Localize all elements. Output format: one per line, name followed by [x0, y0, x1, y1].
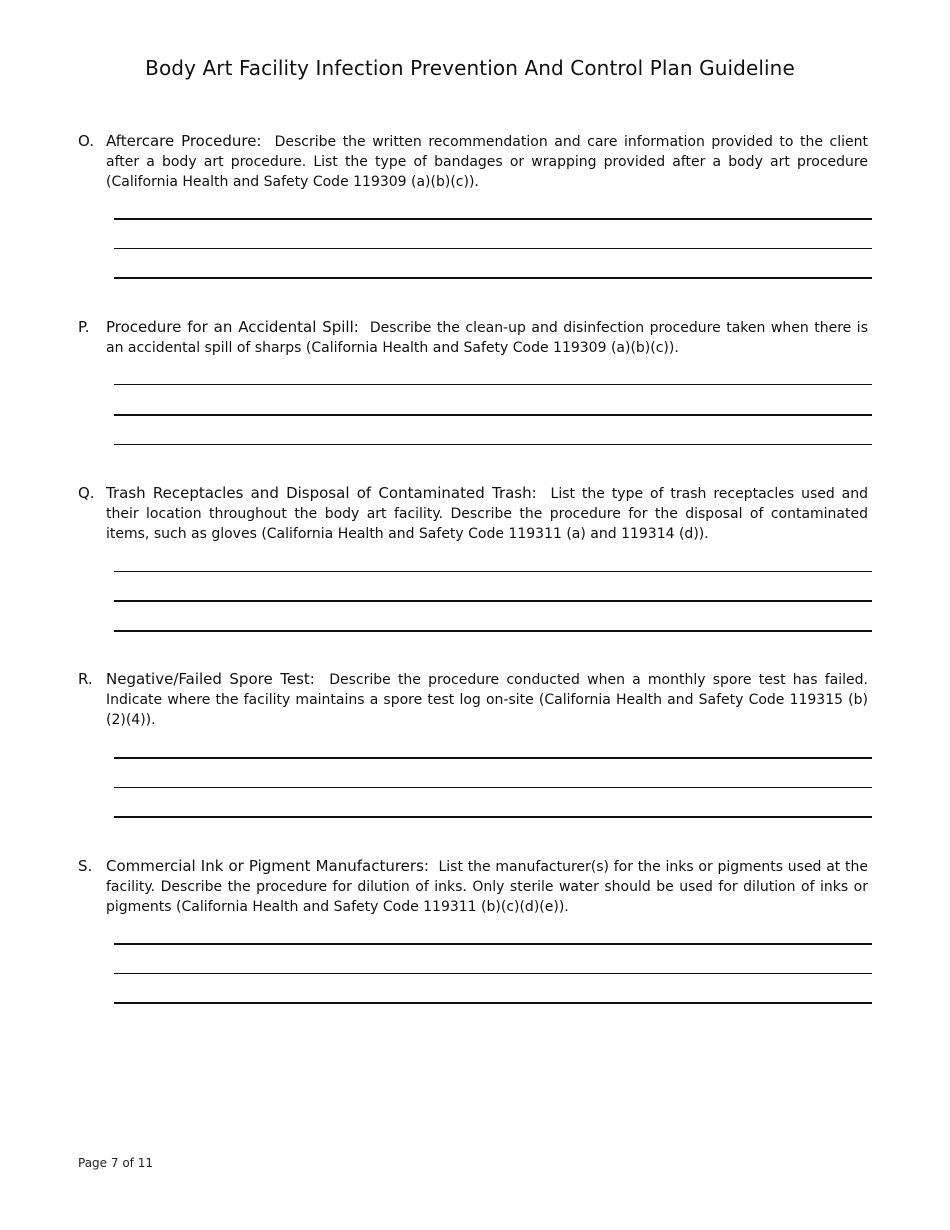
answer-line[interactable]	[114, 943, 872, 945]
page-number: Page 7 of 11	[78, 1156, 153, 1170]
answer-line[interactable]	[114, 277, 872, 279]
section-description	[106, 856, 868, 917]
section-s	[78, 856, 873, 1008]
section-p	[78, 317, 873, 447]
answer-line[interactable]	[114, 816, 872, 818]
answer-line[interactable]	[114, 571, 872, 572]
section-heading: Negative/Failed Spore Test:	[106, 670, 315, 688]
page-title: Body Art Facility Infection Prevention And Control Plan Guideline	[145, 56, 795, 80]
section-description	[106, 131, 868, 192]
section-text: List the manufacturer(s) for the inks or pigments used at the facility. Describe the procedure for dilution of inks. Only sterile water should be used for dilution of inks or pigments (California Health and Safety Code 119311 (b)(c)(d)(e)).	[106, 859, 868, 915]
answer-line[interactable]	[114, 414, 872, 416]
section-r	[78, 669, 873, 821]
section-description	[106, 669, 868, 730]
section-heading: Aftercare Procedure:	[106, 132, 262, 150]
section-heading: Commercial Ink or Pigment Manufacturers:	[106, 857, 429, 875]
section-letter: S.	[78, 857, 93, 875]
section-description	[106, 317, 868, 358]
section-letter: R.	[78, 670, 93, 688]
section-letter: Q.	[78, 484, 95, 502]
section-heading: Procedure for an Accidental Spill:	[106, 318, 359, 336]
section-description	[106, 483, 868, 544]
answer-line[interactable]	[114, 444, 872, 445]
section-text: Describe the written recommendation and care information provided to the client after a body art procedure. List the type of bandages or wrapping provided after a body art procedure (California Health and Safety Code 119309 (a)(b)(c)).	[106, 134, 869, 190]
section-o	[78, 131, 873, 281]
answer-line[interactable]	[114, 757, 872, 759]
answer-line[interactable]	[114, 973, 872, 974]
section-letter: O.	[78, 132, 94, 150]
answer-line[interactable]	[114, 1002, 872, 1004]
answer-line[interactable]	[114, 787, 872, 788]
section-text: Describe the clean-up and disinfection procedure taken when there is an accidental spill of sharps (California Health and Safety Code 119309 (a)(b)(c)).	[106, 320, 868, 356]
section-letter: P.	[78, 318, 90, 336]
section-q	[78, 483, 873, 635]
answer-line[interactable]	[114, 600, 872, 602]
answer-line[interactable]	[114, 384, 872, 385]
answer-line[interactable]	[114, 248, 872, 249]
answer-line[interactable]	[114, 218, 872, 220]
section-text: Describe the procedure conducted when a monthly spore test has failed. Indicate where the facility maintains a spore test log on-site (California Health and Safety Code 119315 (b)(2)(4)).	[106, 672, 868, 728]
answer-line[interactable]	[114, 630, 872, 632]
section-heading: Trash Receptacles and Disposal of Contaminated Trash:	[106, 484, 537, 502]
section-text: List the type of trash receptacles used and their location throughout the body art facility. Describe the procedure for the disposal of contaminated items, such as gloves (California Health and Safety Code 119311 (a) and 119314 (d)).	[106, 486, 868, 542]
